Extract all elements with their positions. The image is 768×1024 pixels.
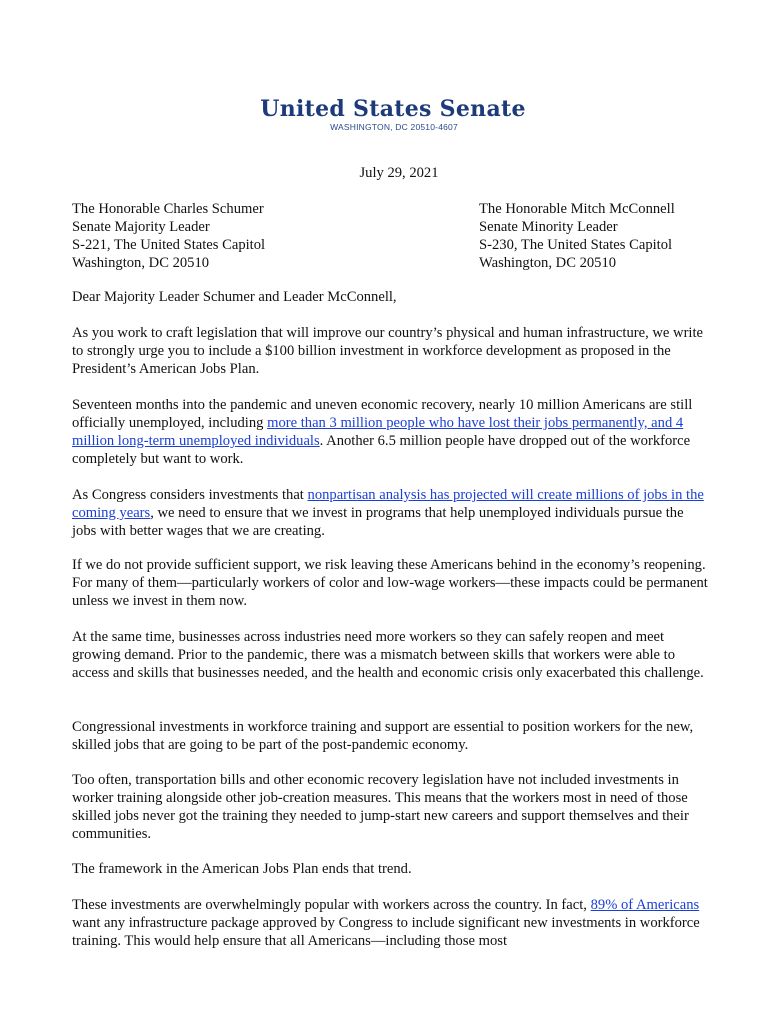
nonpartisan-analysis-link[interactable]: nonpartisan analysis has projected will create millions of jobs in the coming years — [72, 487, 704, 521]
paragraph-4: If we do not provide sufficient support, we risk leaving these Americans behind in the economy’s reopening. For many of them—particularly workers of color and low-wage workers—these impacts could be permanent unless we invest in them now. — [72, 557, 708, 609]
recipient-line: S-221, The United States Capitol — [72, 237, 266, 253]
paragraph-8: The framework in the American Jobs Plan ends that trend. — [72, 861, 412, 877]
paragraph-9-text-end: want any infrastructure package approved by Congress to include significant new investments in workforce training. This would help ensure that all Americans—including those most — [72, 915, 700, 949]
paragraph-1: As you work to craft legislation that will improve our country’s physical and human infrastructure, we write to strongly urge you to include a $100 billion investment in workforce development as proposed in the President’s American Jobs Plan. — [72, 325, 704, 377]
letter-date: July 29, 2021 — [359, 165, 439, 181]
senate-name: United States Senate — [260, 96, 526, 122]
paragraph-2-text: Seventeen months into the pandemic and uneven economic recovery, nearly 10 million Americans are still officially unemployed, including — [72, 397, 693, 431]
paragraph-5: At the same time, businesses across industries need more workers so they can safely reopen and meet growing demand. Prior to the pandemic, there was a mismatch between skills that workers were able to access and skills that businesses needed, and the health and economic crisis only exacerbated this challenge. — [72, 629, 704, 681]
paragraph-9 — [72, 896, 708, 950]
senate-address: WASHINGTON, DC 20510-4607 — [330, 122, 458, 132]
paragraph-3 — [72, 486, 708, 540]
paragraph-7: Too often, transportation bills and other economic recovery legislation have not included investments in worker training alongside other job-creation measures. This means that the workers most in need of those skilled jobs never got the training they needed to jump-start new careers and support themselves and their communities. — [72, 772, 689, 842]
poll-89-percent-link[interactable]: 89% of Americans — [590, 897, 700, 913]
recipient-line: Senate Minority Leader — [479, 219, 618, 235]
letterhead — [0, 96, 768, 133]
paragraph-2-text-end: . Another 6.5 million people have dropped out of the workforce completely but want to work. — [72, 433, 691, 467]
paragraph-3-text: As Congress considers investments that — [72, 487, 308, 503]
recipient-line: The Honorable Charles Schumer — [72, 201, 264, 217]
paragraph-6: Congressional investments in workforce training and support are essential to position workers for the new, skilled jobs that are going to be part of the post-pandemic economy. — [72, 719, 694, 753]
recipient-line: Senate Majority Leader — [72, 219, 210, 235]
unemployment-stats-link[interactable]: more than 3 million people who have lost their jobs permanently, and 4 million long-term unemployed individuals — [72, 415, 684, 449]
salutation: Dear Majority Leader Schumer and Leader McConnell, — [72, 289, 397, 305]
paragraph-9-text: These investments are overwhelmingly popular with workers across the country. In fact, — [72, 897, 591, 913]
paragraph-2 — [72, 396, 708, 468]
recipient-schumer — [72, 200, 265, 272]
recipient-line: S-230, The United States Capitol — [479, 237, 673, 253]
recipient-line: Washington, DC 20510 — [479, 255, 617, 271]
recipient-mcconnell — [479, 200, 675, 272]
paragraph-3-text-end: , we need to ensure that we invest in programs that help unemployed individuals pursue the jobs with better wages that we are creating. — [72, 505, 684, 539]
recipient-line: Washington, DC 20510 — [72, 255, 210, 271]
recipient-line: The Honorable Mitch McConnell — [479, 201, 675, 217]
